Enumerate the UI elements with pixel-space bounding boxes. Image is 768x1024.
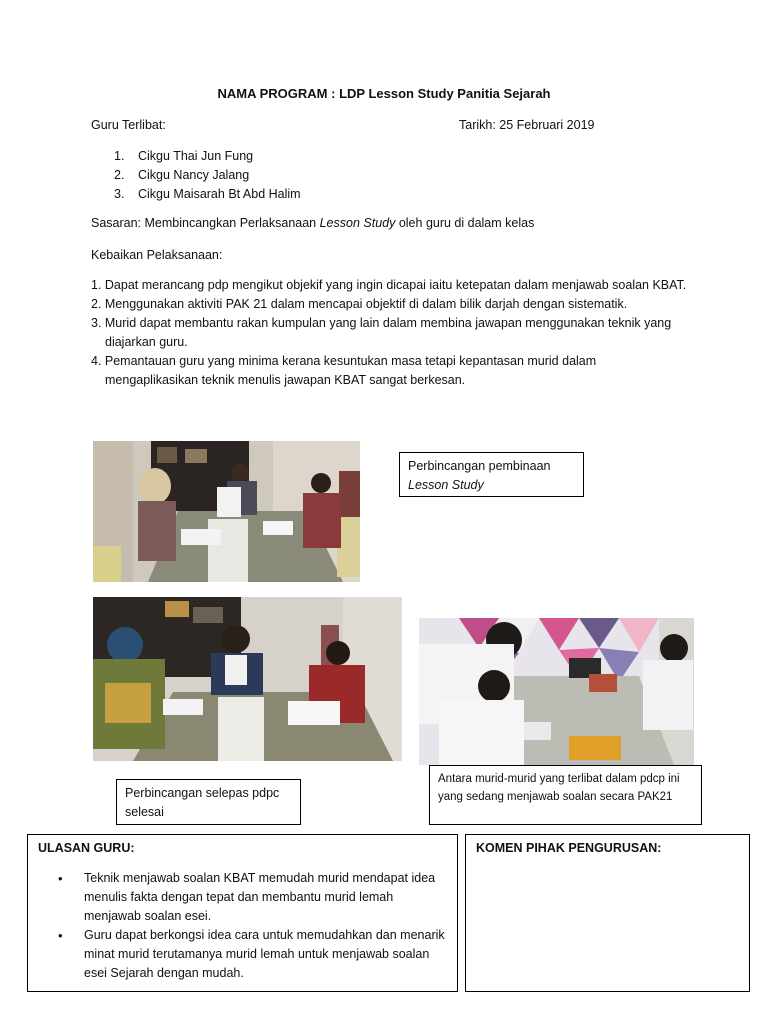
teacher-number: 3. [114, 187, 125, 201]
komen-pengurusan-box [465, 834, 750, 992]
ulasan-item: • Guru dapat berkongsi idea cara untuk memudahkan dan menarik minat murid terutamanya murid lemah untuk menjawab soalan esei Sejarah dengan mudah. [58, 926, 448, 983]
students-photo [419, 618, 694, 765]
meeting-photo-1 [93, 441, 360, 582]
caption-2-text: Perbincangan selepas pdpc selesai [125, 786, 280, 819]
caption-box-3 [429, 765, 702, 825]
teacher-item [114, 185, 301, 204]
teacher-number: 1. [114, 149, 125, 163]
teacher-number: 2. [114, 168, 125, 182]
kebaikan-heading: Kebaikan Pelaksanaan: [91, 248, 223, 262]
caption-box-2 [116, 779, 301, 825]
caption-3-text: Antara murid-murid yang terlibat dalam pdcp ini yang sedang menjawab soalan secara PAK21 [438, 773, 680, 803]
sasaran-label: Sasaran: [91, 216, 142, 230]
caption-1-line-2: Lesson Study [408, 478, 484, 492]
teacher-list [114, 147, 301, 204]
sasaran-italic: Lesson Study [319, 216, 396, 230]
teacher-name: Cikgu Maisarah Bt Abd Halim [138, 187, 301, 201]
kebaikan-item: 2. Menggunakan aktiviti PAK 21 dalam mencapai objektif di dalam bilik darjah dengan sistematik. [91, 297, 628, 311]
teacher-name: Cikgu Thai Jun Fung [138, 149, 254, 163]
teacher-name: Cikgu Nancy Jalang [138, 168, 250, 182]
date-label: Tarikh: 25 Februari 2019 [459, 118, 595, 132]
sasaran-text: Membincangkan Perlaksanaan [141, 216, 320, 230]
ulasan-guru-heading: ULASAN GURU: [38, 841, 135, 855]
ulasan-guru-box [27, 834, 458, 992]
komen-pengurusan-heading: KOMEN PIHAK PENGURUSAN: [476, 841, 662, 855]
program-title: NAMA PROGRAM : LDP Lesson Study Panitia Sejarah [217, 86, 551, 101]
guru-label: Guru Terlibat: [91, 118, 166, 132]
kebaikan-item: 1. Dapat merancang pdp mengikut objekif yang ingin dicapai iaitu ketepatan dalam menjawab soalan KBAT. [91, 278, 687, 292]
meeting-photo-2 [93, 597, 402, 761]
caption-1-line-1: Perbincangan pembinaan [408, 459, 551, 473]
teacher-item [114, 166, 301, 185]
ulasan-item: • Teknik menjawab soalan KBAT memudah murid mendapat idea menulis fakta dengan tepat dan membantu murid lemah menjawab soalan esei. [58, 869, 448, 926]
caption-box-1 [399, 452, 584, 497]
kebaikan-item: 3. Murid dapat membantu rakan kumpulan yang lain dalam membina jawapan menggunakan teknik yang diajarkan guru. [91, 316, 672, 349]
sasaran-text-after: oleh guru di dalam kelas [395, 216, 535, 230]
kebaikan-list [91, 276, 691, 390]
ulasan-list [58, 869, 448, 983]
kebaikan-item: 4. Pemantauan guru yang minima kerana kesuntukan masa tetapi kepantasan murid dalam mengaplikasikan teknik menulis jawapan KBAT sangat berkesan. [91, 354, 597, 387]
sasaran-line [91, 216, 534, 230]
teacher-item [114, 147, 301, 166]
